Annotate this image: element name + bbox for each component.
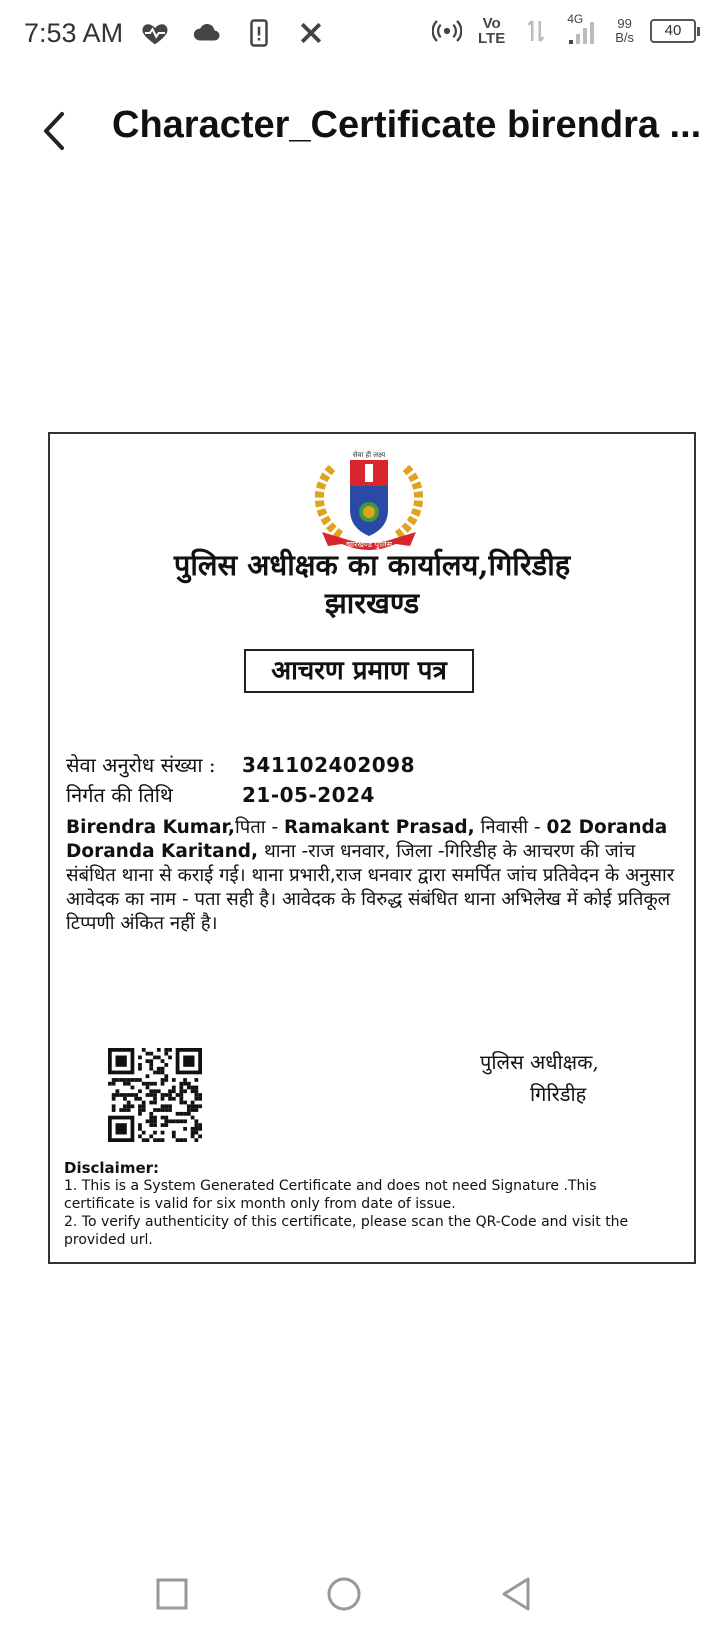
x-app-icon xyxy=(296,18,326,48)
resident-label: निवासी - xyxy=(474,817,547,838)
issue-date-value: 21-05-2024 xyxy=(242,783,375,807)
certificate-document xyxy=(48,432,696,1264)
back-triangle-icon[interactable] xyxy=(496,1574,536,1614)
status-notification-icons xyxy=(140,18,326,48)
service-request-label: सेवा अनुरोध संख्या : xyxy=(66,753,216,777)
volte-bottom-text: LTE xyxy=(477,30,506,47)
office-line-2: झारखण्ड xyxy=(324,586,420,620)
status-time: 7:53 AM xyxy=(24,18,124,48)
signatory xyxy=(480,1046,599,1110)
issuing-office xyxy=(50,546,694,622)
disclaimer-heading: Disclaimer: xyxy=(64,1159,160,1177)
father-label: पिता - xyxy=(234,817,285,838)
office-line-1: पुलिस अधीक्षक का कार्यालय,गिरिडीह xyxy=(173,548,571,582)
volte-top-text: Vo xyxy=(482,15,501,32)
disclaimer-point-1: 1. This is a System Generated Certificate and does not need Signature .This certificate is valid for six month only from date of issue. xyxy=(64,1178,597,1212)
disclaimer xyxy=(64,1159,664,1249)
status-system-icons xyxy=(432,12,696,47)
network-speed xyxy=(615,17,634,45)
volte-indicator xyxy=(478,16,505,46)
recent-apps-square-icon[interactable] xyxy=(152,1574,192,1614)
status-bar xyxy=(0,0,720,74)
emblem-ribbon-text: झारखण्ड पुलिस xyxy=(345,540,393,549)
certificate-title: आचरण प्रमाण पत्र xyxy=(244,649,474,693)
health-heart-icon xyxy=(140,18,170,48)
certificate-meta xyxy=(66,750,415,810)
network-speed-unit: B/s xyxy=(615,30,634,45)
system-navigation-bar xyxy=(0,1560,720,1640)
signal-strength xyxy=(567,12,599,46)
father-name: Ramakant Prasad, xyxy=(284,817,475,838)
verification-qr-code[interactable] xyxy=(108,1048,202,1142)
cloud-icon xyxy=(192,18,222,48)
battery-icon: 40 xyxy=(650,19,696,43)
service-request-number: 341102402098 xyxy=(242,753,415,777)
disclaimer-point-2: 2. To verify authenticity of this certificate, please scan the QR-Code and visit the provided url. xyxy=(64,1214,629,1248)
network-type: 4G xyxy=(567,12,584,26)
signatory-location: गिरिडीह xyxy=(530,1082,587,1106)
signatory-designation: पुलिस अधीक्षक, xyxy=(480,1050,599,1074)
document-title: Character_Certificate birendra ... xyxy=(112,104,702,146)
home-circle-icon[interactable] xyxy=(324,1574,364,1614)
applicant-address: 02 Doranda Doranda Karitand, xyxy=(66,817,668,862)
service-request-row xyxy=(66,750,415,780)
issue-date-row xyxy=(66,780,415,810)
network-speed-value: 99 xyxy=(617,16,632,31)
certificate-body xyxy=(66,816,686,936)
phone-alert-icon xyxy=(244,18,274,48)
issue-date-label: निर्गत की तिथि xyxy=(66,783,173,807)
data-arrows-icon xyxy=(521,16,551,46)
applicant-name: Birendra Kumar, xyxy=(66,817,235,838)
verification-text: थाना -राज धनवार, जिला -गिरिडीह के आचरण की जांच संबंधित थाना से कराई गई। थाना प्रभारी,राज धनवार द्वारा समर्पित जांच प्रतिवेदन के अनुसार आवेदक का नाम - पता सही है। आवेदक के विरुद्ध संबंधित थाना अभिलेख में कोई प्रतिकूल टिप्पणी अंकित नहीं है। xyxy=(66,841,675,934)
jharkhand-police-emblem xyxy=(302,448,436,558)
hotspot-icon xyxy=(432,16,462,46)
emblem-motto: सेवा ही लक्ष्य xyxy=(352,451,386,459)
back-arrow-icon[interactable] xyxy=(36,106,76,156)
app-bar xyxy=(0,90,720,170)
